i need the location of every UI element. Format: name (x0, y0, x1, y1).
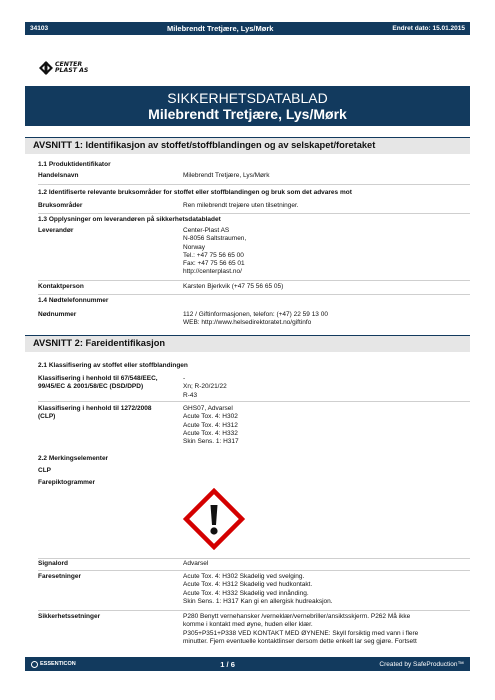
leverandor-website: http://centerplast.no/ (183, 268, 242, 276)
precaution-statement: P305+P351+P338 VED KONTAKT MED ØYNENE: Skyll forsiktig med vann i flere (183, 629, 419, 637)
page-number: 1 / 6 (220, 659, 235, 669)
precaution-statement: minutter. Fjern eventuelle kontaktlinser dersom dette enkelt lar seg gjøre. Fortsett (183, 637, 417, 645)
value-line: Skin Sens. 1: H317 (183, 438, 239, 446)
bruksomrader-value: Ren milebrendt trejære uten tilsetninger. (183, 202, 299, 209)
label-line: Klassifisering i henhold til 1272/2008 (38, 405, 152, 412)
divider (38, 570, 470, 571)
leverandor-line: N-8056 Saltstraumen, (183, 235, 247, 243)
divider (38, 610, 470, 611)
leverandor-line: Norway (183, 243, 206, 251)
emergency-phone: 112 / Giftinformasjonen, telefon: (+47) 22 59 13 00 (183, 311, 328, 318)
logo-line-1: CENTER (55, 60, 83, 68)
title-banner (25, 86, 470, 126)
handelsnavn-value: Milebrendt Tretjære, Lys/Mørk (183, 172, 270, 179)
kontaktperson-label: Kontaktperson (38, 283, 84, 290)
leverandor-label: Leverandør (38, 227, 74, 234)
divider (38, 213, 470, 214)
clp-label: CLP (38, 467, 51, 474)
leverandor-line: Fax: +47 75 56 65 01 (183, 260, 245, 268)
document-number: 34103 (30, 25, 49, 32)
value-line: Xn; R-20/21/22 (183, 383, 227, 391)
divider (38, 184, 470, 185)
kontaktperson-value: Karsten Bjerkvik (+47 75 56 65 05) (183, 283, 284, 290)
emergency-web: WEB: http://www.helsedirektoratet.no/giftinfo (183, 319, 312, 327)
value-line: Acute Tox. 4: H312 (183, 421, 238, 429)
nodnummer-value (183, 311, 473, 328)
leverandor-line: Center-Plast AS (183, 227, 230, 234)
essenticon-label: ESSENTICON (40, 661, 76, 667)
signalord-label: Signalord (38, 560, 68, 567)
value-line: GHS07, Advarsel (183, 405, 233, 412)
subsection-1-1: 1.1 Produktidentifikator (38, 161, 111, 168)
divider (38, 280, 470, 281)
company-logo (38, 58, 88, 78)
klassifisering-clp-value (183, 405, 473, 446)
hazard-statement: Acute Tox. 4: H312 Skadelig ved hudkontakt. (183, 581, 313, 589)
document-title: SIKKERHETSDATABLAD (167, 90, 328, 106)
sikkerhetssetninger-label: Sikkerhetssetninger (38, 613, 101, 620)
hazard-statement: Acute Tox. 4: H302 Skadelig ved svelging. (183, 573, 305, 580)
subsection-1-3: 1.3 Opplysninger om leverandøren på sikkerhetsdatabladet (38, 216, 221, 223)
leverandor-line: Tel.: +47 75 56 65 00 (183, 251, 244, 259)
faresetninger-label: Faresetninger (38, 573, 81, 580)
essenticon-brand (31, 661, 76, 668)
revision-date: Endret dato: 15.01.2015 (392, 25, 465, 32)
essenticon-logo-icon (31, 661, 38, 668)
handelsnavn-label: Handelsnavn (38, 172, 79, 179)
klassifisering-clp-label (38, 405, 178, 422)
value-line: Acute Tox. 4: H302 (183, 413, 238, 421)
sikkerhetssetninger-value (183, 613, 473, 646)
farepiktogrammer-label: Farepiktogrammer (38, 479, 96, 486)
logo-line-2: PLAST AS (55, 67, 89, 74)
value-line: R-43 (183, 391, 198, 399)
value-line: - (183, 375, 186, 382)
precaution-statement: P280 Benytt vernehansker /verneklær/vernebriller/ansiktsskjerm. P262 Må ikke (183, 613, 411, 620)
footer-credit: Created by SafeProduction™ (379, 660, 464, 668)
signalord-value: Advarsel (183, 560, 209, 567)
label-line: Klassifisering i henhold til 67/548/EEC, (38, 375, 158, 382)
klassifisering-dsd-label (38, 375, 178, 392)
bruksomrader-label: Bruksområder (38, 202, 83, 209)
center-plast-logo-icon (38, 60, 54, 76)
subsection-1-4: 1.4 Nødtelefonnummer (38, 297, 109, 304)
section-2-heading: AVSNITT 2: Fareidentifikasjon (25, 335, 470, 352)
label-line: (CLP) (38, 413, 56, 421)
divider (38, 294, 470, 295)
value-line: Acute Tox. 4: H332 (183, 429, 238, 437)
document-header-bar (25, 22, 470, 35)
subsection-2-1: 2.1 Klassifisering av stoffet eller stoffblandingen (38, 362, 188, 369)
hazard-statement: Skin Sens. 1: H317 Kan gi en allergisk hudreaksjon. (183, 597, 333, 605)
nodnummer-label: Nødnummer (38, 311, 77, 318)
subsection-1-2: 1.2 Identifiserte relevante bruksområder for stoffet eller stoffblandingen og bruk som det advares mot (38, 189, 352, 196)
page-footer (25, 657, 470, 671)
hazard-statement: Acute Tox. 4: H332 Skadelig ved innånding. (183, 589, 309, 597)
precaution-statement: komme i kontakt med øyne, huden eller klær. (183, 621, 313, 629)
subsection-2-2: 2.2 Merkingselementer (38, 455, 109, 462)
divider (38, 558, 470, 559)
label-line: 99/45/EC & 2001/58/EC (DSD/DPD) (38, 383, 144, 391)
faresetninger-value (183, 573, 473, 606)
ghs07-exclamation-icon (183, 488, 245, 550)
section-1-heading: AVSNITT 1: Identifikasjon av stoffet/stoffblandingen og av selskapet/foretaket (25, 137, 470, 154)
product-name: Milebrendt Tretjære, Lys/Mørk (148, 106, 347, 122)
divider (38, 401, 470, 402)
header-product-title: Milebrendt Tretjære, Lys/Mørk (167, 24, 274, 33)
leverandor-value (183, 227, 473, 277)
klassifisering-dsd-value (183, 375, 473, 400)
